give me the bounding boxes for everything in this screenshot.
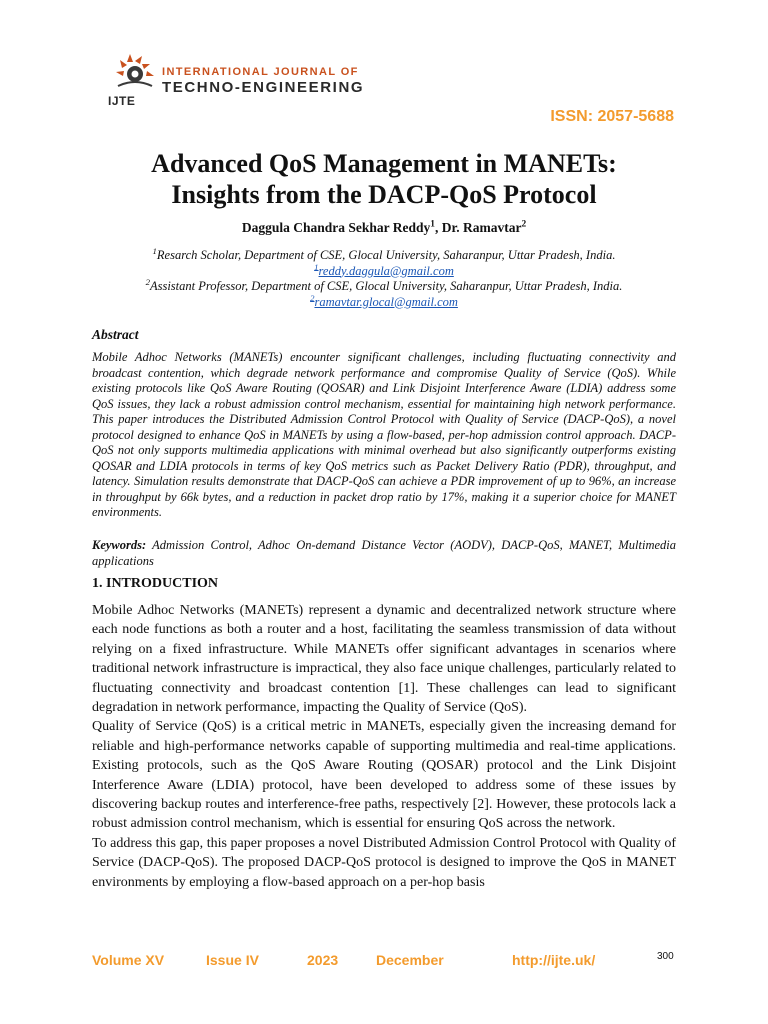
footer-month: December	[376, 952, 444, 968]
author-1-sup: 1	[430, 219, 435, 230]
affiliation-1-sup: 1	[152, 245, 157, 256]
affiliation-1-text: Resarch Scholar, Department of CSE, Glocal University, Saharanpur, Uttar Pradesh, India.	[156, 248, 616, 262]
affiliations	[92, 245, 676, 310]
author-list	[92, 220, 676, 236]
paragraph-2: Quality of Service (QoS) is a critical metric in MANETs, especially given the increasing demand for reliable and high-performance networks capable of supporting multimedia and real-time applications. Existing protocols, such as the QoS Aware Routing (QOSAR) protocol and the Link Disjoint Interference Aware (LDIA) protocol, have been developed to address some of these issues by discovering backup routes and interference-free paths, respectively [2]. However, these protocols lack a robust admission control mechanism, which is essential for ensuring QoS across the network.	[92, 719, 676, 832]
journal-name-line1: INTERNATIONAL JOURNAL OF	[162, 66, 359, 78]
title-line-1: Advanced QoS Management in MANETs:	[151, 149, 617, 178]
journal-abbreviation: IJTE	[108, 94, 136, 108]
journal-name-line2: TECHNO-ENGINEERING	[162, 79, 365, 96]
author-separator: ,	[434, 220, 442, 235]
keywords-text: Admission Control, Adhoc On-demand Distance Vector (AODV), DACP-QoS, MANET, Multimedia applications	[92, 538, 676, 568]
email-2-row	[92, 292, 676, 311]
abstract-heading: Abstract	[92, 327, 139, 342]
affiliation-2	[92, 276, 676, 295]
footer-issue: Issue IV	[206, 952, 259, 968]
abstract-text: Mobile Adhoc Networks (MANETs) encounter significant challenges, including fluctuating connectivity and broadcast contention, which degrade network performance and compromise Quality of Service (QoS). While existing protocols like QoS Aware Routing (QOSAR) and Link Disjoint Interference Aware (LDIA) address some QoS issues, they lack a robust admission control mechanism, essential for maintaining high network performance. This paper introduces the Distributed Admission Control Protocol with Quality of Service (DACP-QoS), a novel protocol designed to enhance QoS in MANETs by using a flow-based, per-hop admission control approach. DACP-QoS not only supports multimedia applications with minimal overhead but also significantly outperforms existing QOSAR and LDIA protocols in terms of key QoS metrics such as Packet Delivery Ratio (PDR), throughput, and latency. Simulation results demonstrate that DACP-QoS can achieve a PDR improvement of up to 96%, an increase in throughput by 66k bytes, and a reduction in packet drop ratio by 17%, making it a superior choice for MANET environments.	[92, 350, 676, 519]
title-line-2: Insights from the DACP-QoS Protocol	[171, 180, 597, 209]
issn-label: ISSN: 2057-5688	[550, 108, 674, 125]
author-2-sup: 2	[521, 219, 527, 230]
author-1: Daggula Chandra Sekhar Reddy	[241, 220, 431, 235]
affiliation-2-text: Assistant Professor, Department of CSE, Glocal University, Saharanpur, Uttar Pradesh, India.	[149, 279, 623, 293]
paper-title	[92, 148, 676, 210]
affiliation-1	[92, 245, 676, 264]
keywords	[92, 538, 676, 569]
email-2-sup: 2	[310, 292, 315, 303]
paragraph-1: Mobile Adhoc Networks (MANETs) represent a dynamic and decentralized network structure where each node functions as both a router and a host, facilitating the seamless transmission of data without relying on a fixed infrastructure. While MANETs offer significant advantages in scenarios where traditional network infrastructure is impractical, they also face unique challenges, particularly related to fluctuating connectivity and broadcast contention [1]. These challenges can lead to significant degradation in network performance, impacting the Quality of Service (QoS).	[92, 603, 676, 716]
email-1-link[interactable]: reddy.daggula@gmail.com	[318, 263, 454, 278]
email-1-row	[92, 261, 676, 280]
section-heading-introduction: 1. INTRODUCTION	[92, 576, 219, 591]
page-number: 300	[657, 951, 674, 962]
footer-year: 2023	[307, 952, 339, 968]
affiliation-2-sup: 2	[145, 276, 150, 287]
email-1-sup: 1	[314, 261, 319, 272]
author-2: Dr. Ramavtar	[441, 220, 522, 235]
page-footer	[92, 952, 676, 974]
introduction-body	[92, 601, 676, 892]
keywords-label: Keywords:	[92, 538, 147, 552]
paragraph-3: To address this gap, this paper proposes a novel Distributed Admission Control Protocol with Quality of Service (DACP-QoS). The proposed DACP-QoS protocol is designed to improve the QoS in MANET environments by employing a flow-based approach on a per-hop basis	[92, 835, 676, 890]
journal-logo	[102, 52, 402, 112]
footer-url[interactable]: http://ijte.uk/	[512, 952, 596, 968]
journal-emblem-icon	[108, 52, 162, 92]
footer-volume: Volume XV	[92, 952, 165, 968]
email-2-link[interactable]: ramavtar.glocal@gmail.com	[314, 294, 458, 309]
